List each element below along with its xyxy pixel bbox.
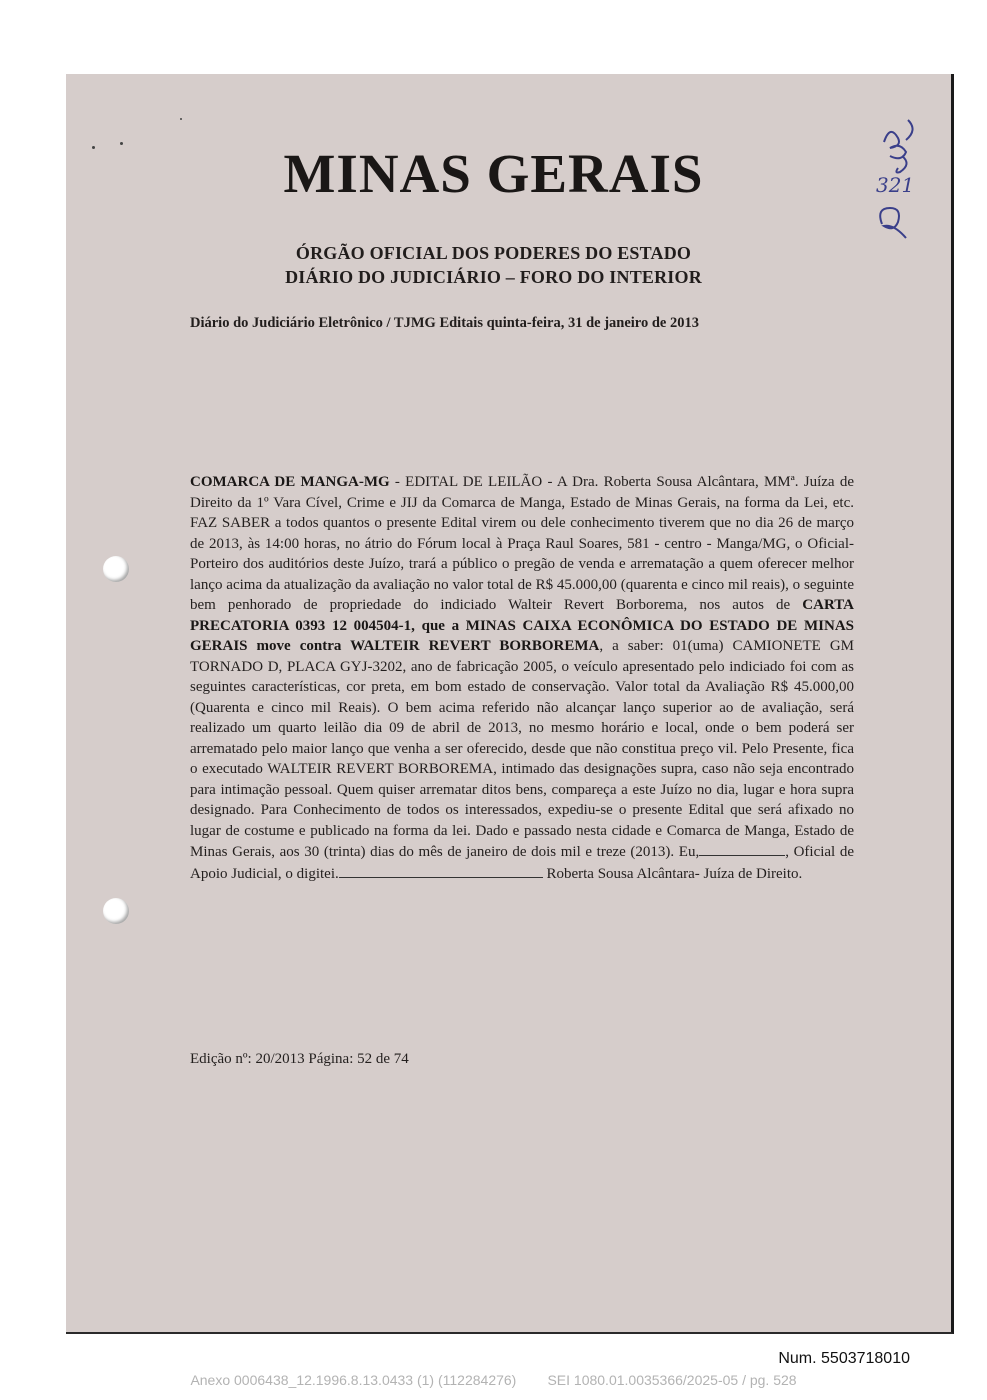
edital-body-continued: , a saber: 01(uma) CAMIONETE GM TORNADO D, PLACA GYJ-3202, ano de fabricação 2005, o veículo apresentado pelo indiciado foi com as seguintes características, cor preta, em bom estado de conservação. Valor total da Avaliação R$ 45.000,00 (Quarenta e cinco mil Reais). O bem acima referido não alcançar lanço superior ao de avaliação, será realizado um quarto leilão dia 09 de abril de 2013, no mesmo horário e local, onde o bem poderá ser arrematado pelo maior lanço que venha a ser oferecido, desde que não constitua preço vil. Pelo Presente, fica o executado WALTEIR REVERT BORBOREMA, intimado das designações supra, caso não seja encontrado para intimação pessoal. Quem quiser arrematar ditos bens, compareça a este Juízo no dia, lugar e hora supra designado. Para Conhecimento de todos os interessados, expediu-se o presente Edital que será afixado no lugar de costume e publicado na forma da lei. Dado e passado nesta cidade e Comarca de Manga, Estado de Minas Gerais, aos 30 (trinta) dias do mês de janeiro de dois mil e treze (2013). Eu, bbox=[190, 638, 855, 860]
comarca-heading: COMARCA DE MANGA-MG bbox=[190, 474, 390, 490]
handwritten-annotation bbox=[868, 112, 932, 242]
binder-hole bbox=[103, 898, 129, 924]
masthead-title: MINAS GERAIS bbox=[283, 143, 704, 204]
handwritten-page-number: 321 bbox=[876, 173, 915, 197]
dateline: Diário do Judiciário Eletrônico / TJMG Editais quinta-feira, 31 de janeiro de 2013 bbox=[190, 315, 699, 331]
signature-blank-clerk bbox=[699, 841, 785, 856]
signature-blank-judge bbox=[339, 863, 543, 878]
scan-speck bbox=[180, 118, 182, 120]
process-reference: CARTA PRECATORIA 0393 12 004504-1, que a MINAS CAIXA ECONÔMICA DO ESTADO DE MINAS GERAIS move contra WALTEIR REVERT BORBOREMA bbox=[190, 597, 854, 654]
scan-speck bbox=[120, 142, 123, 145]
subtitle-official-organ: ÓRGÃO OFICIAL DOS PODERES DO ESTADO bbox=[295, 243, 692, 263]
subtitle-judiciary-diary: DIÁRIO DO JUDICIÁRIO – FORO DO INTERIOR bbox=[285, 267, 702, 287]
clerk-role: , Oficial de Apoio Judicial, o digitei. bbox=[190, 844, 854, 882]
edital-body: - EDITAL DE LEILÃO - A Dra. Roberta Sousa Alcântara, MMª. Juíza de Direito da 1º Vara Cível, Crime e JIJ da Comarca de Manga, Estado de Minas Gerais, na forma da Lei, etc. FAZ SABER a todos quantos o presente Edital virem ou dele conhecimento tiverem que no dia 26 de março de 2013, às 14:00 horas, no átrio do Fórum local à Praça Raul Soares, 581 - centro - Manga/MG, o Oficial-Porteiro dos auditórios deste Juízo, trará a público o pregão de venda e arrematação a quem oferecer melhor lanço acima da atualização da avaliação no valor total de R$ 45.000,00 (quarenta e cinco mil reais), o seguinte bem penhorado de propriedade do indiciado Walteir Revert Borborema, nos autos de bbox=[190, 474, 855, 613]
edition-info: Edição nº: 20/2013 Página: 52 de 74 bbox=[190, 1051, 409, 1067]
sei-stamp: Anexo 0006438_12.1996.8.13.0433 (1) (112284276) SEI 1080.01.0035366/2025-05 / pg. 528 bbox=[190, 1372, 797, 1388]
judge-signature-line: Roberta Sousa Alcântara- Juíza de Direito. bbox=[542, 865, 803, 882]
document-number: Num. 5503718010 bbox=[778, 1350, 910, 1367]
edital-text bbox=[190, 472, 854, 884]
binder-hole bbox=[103, 556, 129, 582]
